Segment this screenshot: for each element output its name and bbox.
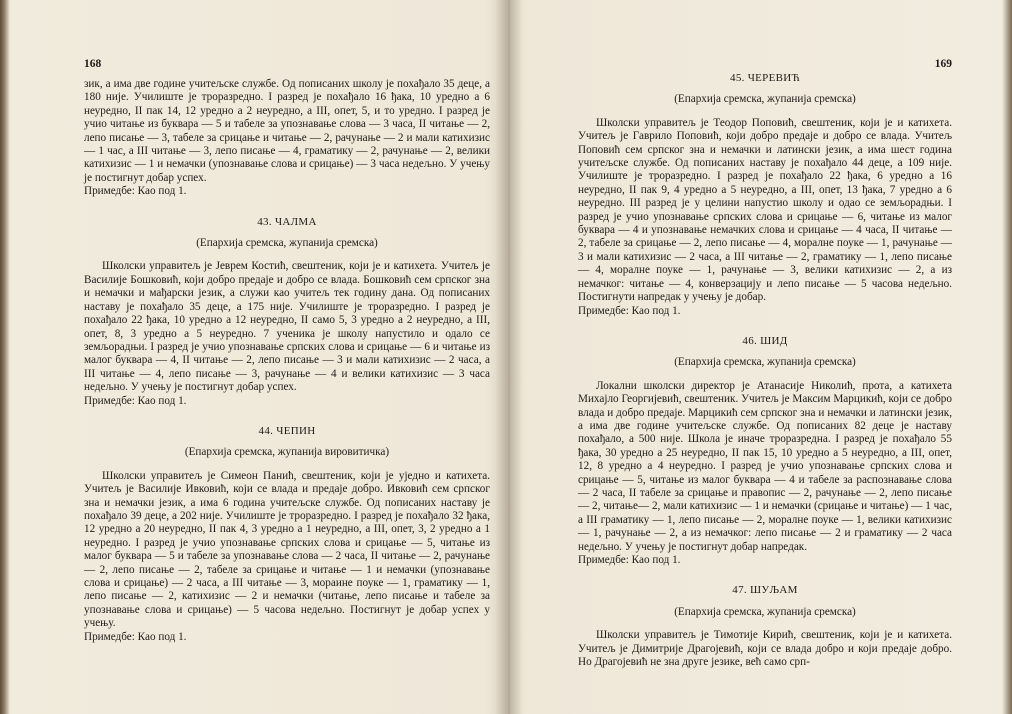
section-heading: 47. ШУЉАМ [732,584,798,597]
paragraph: зик, а има две године учитељске службе. Од пописаних школу је похађало 35 деце, а 180 није. Училиште је троразредно. I разред је похађало 16 ђака, 10 уредно а 6 неуредно, II пак 14, 12 уредно а 2 неуредно, а III, опет, 5, и то уредно. I разред је учио читање из буквара — 5 и табеле за упознавање слова — 3 часа, II читање — 2, лепо писање — 3, табеле за срицање и читање — 2, рачунање — 2 и мали катихизис — 1 час, а III читање — 3, лепо писање — 4, граматику — 2, рачунање — 2, велики катихизис — 1 и немачки (упознавање слова и срицање) — 3 часа недељно. У учењу је постигнут добар успех. [84,78,490,184]
left-page-text [84,78,490,644]
paragraph: Школски управитељ је Јеврем Костић, свештеник, који је и катихета. Учитељ је Василије Бошковић, који добро предаје и добро се влада. Бошковић сем српског зна и немачки и мађарски језик, а служи као учитељ тек годину дана. Од пописаних наставу је похађало 35 деце, а 175 није. Училиште је троразредно. I разред је похађало 22 ђака, 10 уредно а 12 неуредно, II само 5, 3 уредно а 2 неуредно, а III, опет, 8, 3 уредно а 5 неуредно. 7 ученика је школу напустило и одало се земљорадњи. I разред је учио упознавање српских слова и срицање — 6 и читање из малог буквара — 4, II читање — 2, лепо писање — 3 и мали катихизис — 2 часа, а III читање — 4, лепо писање — 3, рачунање — 4 и велики катихизис — 3 часа недељно. У учењу је постигнут добар успех. [84,260,490,394]
section-heading: 45. ЧЕРЕВИЋ [730,72,800,84]
right-page [506,0,1012,714]
section-subheading: (Епархија сремска, жупанија сремска) [674,93,856,106]
paragraph: Локални школски директор је Атанасије Николић, прота, а катихета Михајло Георгијевић, свештеник. Учитељ је Максим Марцикић, који се добро влада и добро предаје. Марцикић сем српског зна и немачки и латински језик, а има две године учитељске службе. Од пописаних 82 деце је наставу похађало, а 500 није. Школа је иначе троразредна. I разред је похађало 55 ђака, 30 уредно а 25 неуредно, II пак 15, 10 уредно а 5 неуредно, а III, опет, 12, 8 уредно а 4 неуредно. I разред је учио упознавање српских слова и срицање — 5, читање из малог буквара — 4 и табеле за распознавање слова — 2 часа, II табеле за срицање и правопис — 2, рачунање — 2, лепо писање — 2, читање— 2, мали катихизис — 1 и немачки (срицање и читање) — 1 час, а III граматику — 1, лепо писање — 2, моралне поуке — 1, велики катихизис — 1, рачунање — 2, а из немачког: лепо писање — 2 и граматику — 2 часа недељно. У учењу је постигнут добар напредак. [578,379,952,553]
page-number: 169 [934,58,952,70]
paragraph: Школски управитељ је Теодор Поповић, свештеник, који је и катихета. Учитељ је Гаврило Поповић, који добро предаје и добро се влада. Учитељ Поповић сем српског зна и немачки и латински језик, а има шест година учитељске службе. Од пописаних наставу је похађало 44 деце, а 109 није. Училиште је троразредно. I разред је похађало 22 ђака, 6 уредно а 16 неуредно, II пак 9, 4 уредно а 5 неуредно, а III, опет, 13 ђака, 7 уредно а 6 неуредно. III разред је у целини напустио школу и одао се земљорадњи. I разред је учио упознавање српских слова и срицање — 6, читање из малог буквара — 4 и упознавање немачких слова и срицање — 4 часа, II читање — 2, табеле за срицање — 2, лепо писање — 4, моралне поуке — 1, рачунање — 3 и мали катихизис — 2 часа, а III читање — 2, граматику — 1, лепо писање — 4, моралне поуке — 1, рачунање — 3, велики катихизис — 2, а из немачког: читање — 4, конверзацију и лепо писање — 5 часова недељно. Постигнути напредак у учењу је добар. [578,116,952,304]
section-subheading: (Епархија сремска, жупанија вировитичка) [184,446,390,459]
section-heading: 43. ЧАЛМА [257,215,317,228]
remarks-note: Примедбе: Као под 1. [84,630,187,643]
remarks-note: Примедбе: Као под 1. [578,554,681,566]
remarks-note: Примедбе: Као под 1. [578,304,681,317]
right-page-text [578,72,952,669]
remarks-note: Примедбе: Као под 1. [84,185,187,198]
section-subheading: (Епархија сремска, жупанија сремска) [674,605,856,618]
section-heading: 46. ШИД [742,334,788,347]
page-number: 168 [84,58,102,70]
paragraph: Школски управитељ је Тимотије Кирић, свештеник, који је и катихета. Учитељ је Димитрије Драгојевић, који се влада добро и који предаје добро. Но Драгојевић не зна друге језике, већ само срп- [578,629,952,669]
remarks-note: Примедбе: Као под 1. [84,394,187,407]
section-heading: 44. ЧЕПИН [258,424,316,437]
section-subheading: (Епархија сремска, жупанија сремска) [674,356,856,369]
section-subheading: (Епархија сремска, жупанија сремска) [196,237,378,250]
paragraph: Школски управитељ је Симеон Панић, свештеник, који је уједно и катихета. Учитељ је Василије Ивковић, који се влада и предаје добро. Ивковић сем српског зна и немачки језик, а има 6 година учитељске службе. Од пописаних наставу је похађало 39 деце, а 202 није. Училиште је троразредно. I разред је похађало 32 ђака, 12 уредно а 20 неуредно, II пак 4, 3 уредно а 1 неуредно, а III, опет, 3, 2 уредно а 1 неуредно. I разред је учио упознавање српских слова и срицање — 5, читање из малог буквара — 5 и табеле за упознавање слова — 2 часа, II читање — 2, рачунање — 2, лепо писање — 2, табеле за срицање и читање — 1 и немачки (упознавање слова и срицање) — 2 часа, а III читање — 3, мораине поуке — 1, граматику — 1, лепо писање — 2, катихизис — 2 и немачки (читање, лепо писање и табеле за упознавање слова и срицање) — 5 часова недељно. Постигнут је добар успех у учењу. [84,469,490,630]
